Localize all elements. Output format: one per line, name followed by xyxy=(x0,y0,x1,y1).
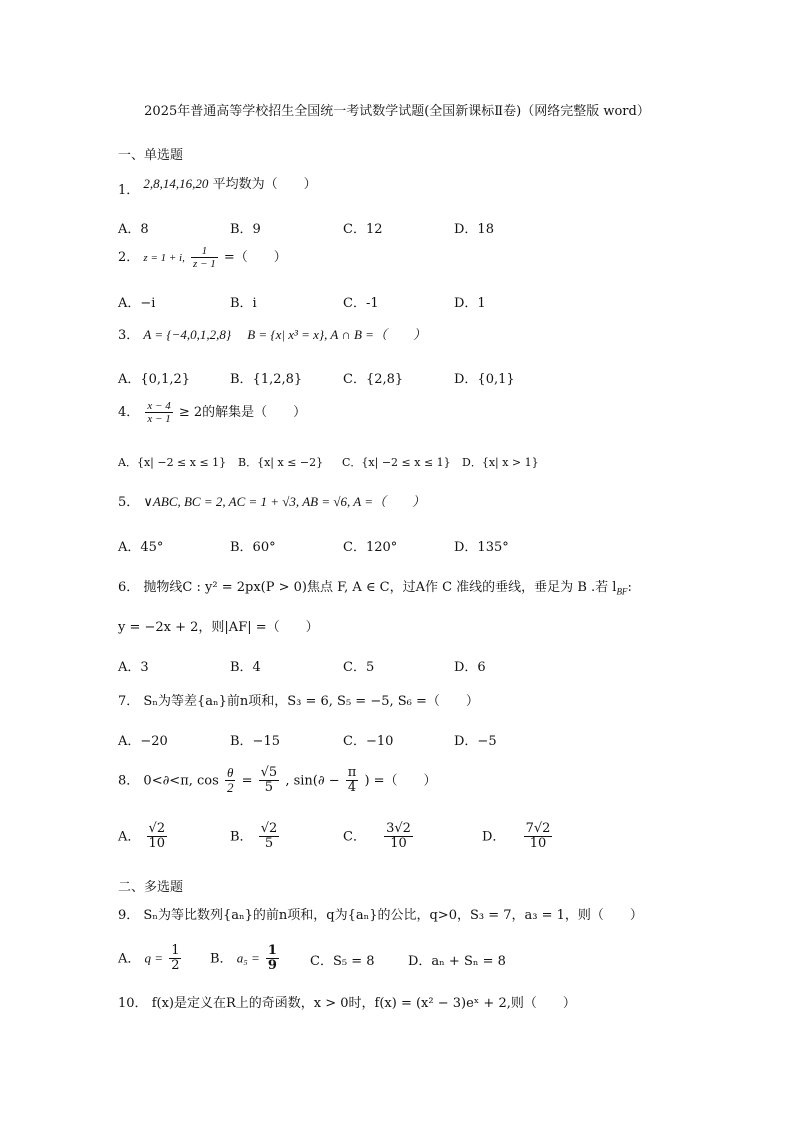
q4-option-c: C．{x| −2 ≤ x ≤ 1} xyxy=(342,456,451,469)
question-number: 2． xyxy=(118,250,140,266)
q3-option-a: A．{0,1,2} xyxy=(118,372,191,387)
question-5 xyxy=(118,494,425,511)
fraction xyxy=(169,944,181,974)
fraction xyxy=(346,766,359,796)
q1-option-a: A．8 xyxy=(118,222,149,237)
question-text: ∨ABC, BC = 2, AC = 1 + √3, AB = √6, A =（ ） xyxy=(143,494,425,509)
q2-option-b: B．i xyxy=(230,296,257,311)
question-number: 10． xyxy=(118,996,148,1011)
question-1 xyxy=(118,176,317,199)
q8-option-d xyxy=(482,822,554,852)
q6-option-a: A．3 xyxy=(118,660,149,675)
q1-option-b: B．9 xyxy=(230,222,261,237)
fraction-numerator: 3√2 xyxy=(386,821,411,836)
question-6 xyxy=(118,580,632,597)
subscript: BF xyxy=(616,586,628,597)
question-number: 6． xyxy=(118,580,140,595)
question-8 xyxy=(118,766,437,796)
q7-option-c: C．−10 xyxy=(343,734,394,749)
q6-option-b: B．4 xyxy=(230,660,261,675)
fraction-numerator: 1 xyxy=(191,245,218,258)
q8-option-b xyxy=(230,822,281,852)
fraction-numerator: π xyxy=(347,765,357,780)
question-number: 8． xyxy=(118,773,140,789)
option-label: D． xyxy=(482,829,506,845)
section-multiple-choice: 二、多选题 xyxy=(118,880,184,895)
option-label: A． xyxy=(118,951,141,967)
q2-option-c: C．-1 xyxy=(343,296,379,311)
question-text: f(x)是定义在R上的奇函数，x > 0时，f(x) = (x² − 3)eˣ + 2,则（ ） xyxy=(151,996,576,1011)
q6-option-d: D．6 xyxy=(454,660,486,675)
question-6-line-2: y = −2x + 2，则|AF| =（ ） xyxy=(118,620,319,635)
sin-lead: , sin(∂ − xyxy=(285,773,340,789)
option-label: B． xyxy=(210,951,233,967)
q7-option-b: B．−15 xyxy=(230,734,280,749)
option-label: C． xyxy=(343,829,366,845)
equation-lead: 0<∂<π, cos xyxy=(143,773,219,789)
question-9 xyxy=(118,908,643,924)
question-text: ) =（ ） xyxy=(364,773,437,789)
fraction-numerator: θ xyxy=(225,766,236,781)
fraction xyxy=(191,245,218,270)
option-lead: q = xyxy=(144,950,164,966)
fraction-denominator: 10 xyxy=(390,836,407,852)
q3-option-c: C．{2,8} xyxy=(343,372,404,387)
q5-option-b: B．60° xyxy=(230,540,276,555)
question-10 xyxy=(118,996,576,1012)
q8-option-c xyxy=(343,822,415,852)
question-number: 4． xyxy=(118,405,140,421)
fraction-denominator: 2 xyxy=(171,958,180,974)
q5-option-c: C．120° xyxy=(343,540,398,555)
q5-option-a: A．45° xyxy=(118,540,164,555)
fraction-denominator: 9 xyxy=(267,958,277,974)
page-title: 2025年普通高等学校招生全国统一考试数学试题(全国新课标Ⅱ卷)（网络完整版 word） xyxy=(144,104,650,119)
question-text: ≥ 2的解集是（ ） xyxy=(178,405,307,421)
question-text: 平均数为（ ） xyxy=(212,177,317,192)
fraction-numerator: √2 xyxy=(260,821,278,836)
question-2 xyxy=(118,245,287,270)
fraction-denominator: 10 xyxy=(148,836,166,852)
fraction-denominator: z − 1 xyxy=(193,258,216,271)
fraction-numerator: 1 xyxy=(171,943,180,958)
fraction-numerator: x − 4 xyxy=(147,400,171,412)
q9-option-d: D．aₙ + Sₙ = 8 xyxy=(408,954,506,969)
fraction-numerator: √5 xyxy=(260,765,278,780)
q8-option-a xyxy=(118,822,169,852)
punctuation: : xyxy=(627,580,632,595)
question-7 xyxy=(118,694,479,710)
section-single-choice: 一、单选题 xyxy=(118,148,184,163)
fraction xyxy=(225,766,236,796)
equals: = xyxy=(241,773,253,789)
fraction xyxy=(384,822,413,852)
q1-option-d: D．18 xyxy=(454,222,494,237)
fraction xyxy=(524,822,553,852)
question-text: =（ ） xyxy=(223,250,287,266)
question-4 xyxy=(118,400,306,425)
fraction-numerator: 7√2 xyxy=(525,821,551,836)
question-number: 3． xyxy=(118,328,140,343)
fraction xyxy=(259,766,280,796)
q3-option-b: B．{1,2,8} xyxy=(230,372,303,387)
question-number: 5． xyxy=(118,495,140,510)
q4-option-b: B．{x| x ≤ −2} xyxy=(238,456,324,469)
fraction xyxy=(259,822,280,852)
question-text: Sₙ为等比数列{aₙ}的前n项和，q为{aₙ}的公比，q>0，S₃ = 7，a₃ = 1，则（ ） xyxy=(143,908,643,923)
fraction xyxy=(145,400,172,425)
q7-option-a: A．−20 xyxy=(118,734,168,749)
q6-option-c: C．5 xyxy=(343,660,375,675)
question-text: Sₙ为等差{aₙ}前n项和，S₃ = 6, S₅ = −5, S₆ =（ ） xyxy=(143,694,479,709)
q4-option-a: A．{x| −2 ≤ x ≤ 1} xyxy=(118,456,227,469)
q4-option-d: D．{x| x > 1} xyxy=(462,456,539,469)
fraction-numerator: √2 xyxy=(148,821,166,836)
fraction-denominator: x − 1 xyxy=(147,413,171,426)
fraction-numerator: 1 xyxy=(267,943,277,958)
q5-option-d: D．135° xyxy=(454,540,509,555)
q1-option-c: C．12 xyxy=(343,222,383,237)
fraction-denominator: 10 xyxy=(529,836,547,852)
set-a: A = {−4,0,1,2,8} xyxy=(143,327,232,342)
fraction-denominator: 5 xyxy=(264,780,274,796)
question-3 xyxy=(118,327,426,344)
question-number: 9． xyxy=(118,908,140,923)
q2-option-a: A．−i xyxy=(118,296,156,311)
q7-option-d: D．−5 xyxy=(454,734,497,749)
fraction xyxy=(266,944,279,974)
set-b: B = {x| x³ = x}, A ∩ B =（ ） xyxy=(247,327,426,342)
question-number: 1． xyxy=(118,183,140,198)
equation-lead: z = 1 + i, xyxy=(143,252,185,265)
question-text: 抛物线C : y² = 2px(P > 0)焦点 F, A ∈ C，过A作 C 准线的垂线，垂足为 B .若 l xyxy=(143,580,617,595)
option-label: B． xyxy=(230,829,253,845)
q9-option-c: C．S₅ = 8 xyxy=(310,954,375,969)
q9-option-a xyxy=(118,944,183,974)
fraction-denominator: 4 xyxy=(347,780,357,796)
question-number: 7． xyxy=(118,694,140,709)
fraction-denominator: 5 xyxy=(264,836,274,852)
option-lead: a₅ = xyxy=(236,950,260,966)
q2-option-d: D．1 xyxy=(454,296,486,311)
data-list: 2,8,14,16,20 xyxy=(143,176,209,191)
option-label: A． xyxy=(118,829,141,845)
q9-option-b xyxy=(210,944,281,974)
fraction-denominator: 2 xyxy=(226,780,234,796)
fraction xyxy=(147,822,168,852)
q3-option-d: D．{0,1} xyxy=(454,372,515,387)
